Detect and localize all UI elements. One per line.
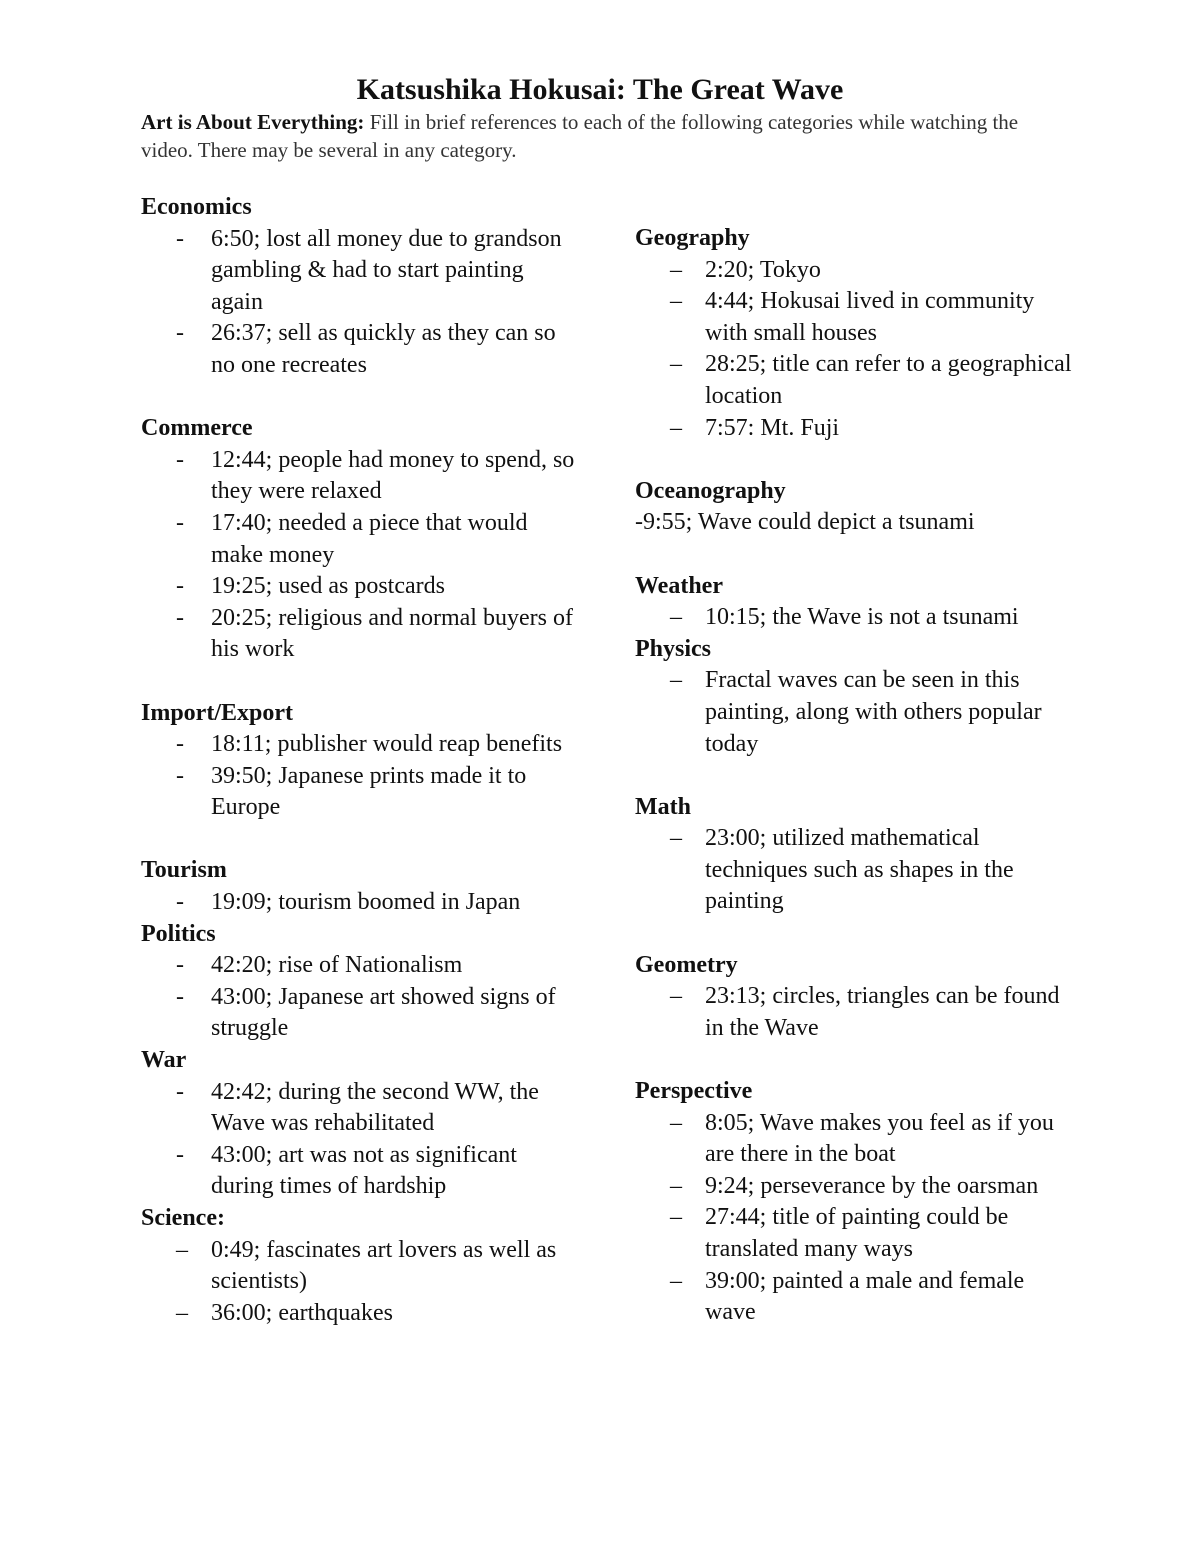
list-item: – 9:24; perseverance by the oarsman bbox=[670, 1172, 1039, 1199]
left-column bbox=[141, 192, 581, 1329]
list-item: - 42:20; rise of Nationalism bbox=[176, 952, 463, 979]
list-item: - 19:09; tourism boomed in Japan bbox=[176, 889, 521, 916]
list-item: – 36:00; earthquakes bbox=[176, 1299, 393, 1326]
instructions-label: Art is About Everything: bbox=[141, 110, 365, 134]
section-economics bbox=[141, 192, 581, 382]
list-item: - 6:50; lost all money due to grandson gambling & had to start painting again bbox=[176, 225, 562, 315]
list-item: – 27:44; title of painting could be translated many ways bbox=[670, 1204, 1009, 1262]
list-item: – 23:00; utilized mathematical techniques such as shapes in the painting bbox=[670, 825, 1014, 915]
list-item: - 43:00; art was not as significant during times of hardship bbox=[176, 1141, 517, 1200]
list-item: - 19:25; used as postcards bbox=[176, 573, 445, 600]
list-item: – 2:20; Tokyo bbox=[670, 256, 821, 283]
section-import-export bbox=[141, 698, 581, 824]
list-item: – 28:25; title can refer to a geographical location bbox=[670, 351, 1072, 409]
section-weather bbox=[635, 571, 1075, 634]
list-item: - 43:00; Japanese art showed signs of struggle bbox=[176, 983, 556, 1042]
list-item: – 7:57: Mt. Fuji bbox=[670, 414, 840, 441]
list-item: – 0:49; fascinates art lovers as well as scientists) bbox=[176, 1236, 557, 1295]
list-item: – 39:00; painted a male and female wave bbox=[670, 1267, 1025, 1326]
list-item: – 23:13; circles, triangles can be found in the Wave bbox=[670, 983, 1060, 1041]
page-title: Katsushika Hokusai: The Great Wave bbox=[356, 73, 844, 106]
heading-geometry: Geometry bbox=[635, 951, 738, 978]
heading-science: Science: bbox=[141, 1205, 225, 1231]
section-geometry bbox=[635, 950, 1075, 1045]
list-item: - 39:50; Japanese prints made it to Europe bbox=[176, 762, 527, 821]
heading-physics: Physics bbox=[635, 635, 712, 662]
section-oceanography bbox=[635, 476, 1075, 539]
heading-politics: Politics bbox=[141, 920, 216, 947]
list-item: - 12:44; people had money to spend, so they were relaxed bbox=[176, 446, 575, 505]
heading-weather: Weather bbox=[635, 572, 723, 599]
list-item: – 8:05; Wave makes you feel as if you are there in the boat bbox=[670, 1109, 1054, 1168]
heading-geography: Geography bbox=[635, 225, 750, 251]
heading-import-export: Import/Export bbox=[141, 699, 293, 726]
heading-economics: Economics bbox=[141, 194, 252, 220]
list-item: – 4:44; Hokusai lived in community with small houses bbox=[670, 288, 1035, 346]
section-tourism bbox=[141, 855, 581, 918]
section-politics bbox=[141, 919, 581, 1045]
list-item: – 10:15; the Wave is not a tsunami bbox=[670, 604, 1019, 631]
heading-war: War bbox=[141, 1047, 187, 1074]
right-column bbox=[635, 223, 1075, 1329]
list-item: - 17:40; needed a piece that would make money bbox=[176, 509, 528, 568]
list-item: - 18:11; publisher would reap benefits bbox=[176, 731, 563, 758]
section-commerce bbox=[141, 413, 581, 666]
section-science bbox=[141, 1203, 581, 1329]
heading-math: Math bbox=[635, 793, 691, 820]
instructions-text: Fill in brief references to each of the following categories while watching the video. There may be several in any category. bbox=[141, 110, 1019, 162]
heading-oceanography: Oceanography bbox=[635, 477, 786, 504]
oceanography-note: -9:55; Wave could depict a tsunami bbox=[635, 509, 975, 536]
section-war bbox=[141, 1045, 581, 1203]
heading-commerce: Commerce bbox=[141, 415, 253, 442]
heading-tourism: Tourism bbox=[141, 857, 227, 884]
heading-perspective: Perspective bbox=[635, 1078, 753, 1105]
list-item: – Fractal waves can be seen in this painting, along with others popular today bbox=[670, 667, 1042, 757]
section-physics bbox=[635, 634, 1075, 760]
section-math bbox=[635, 792, 1075, 918]
instructions bbox=[141, 108, 1041, 164]
list-item: - 26:37; sell as quickly as they can so no one recreates bbox=[176, 320, 556, 378]
section-perspective bbox=[635, 1076, 1075, 1329]
section-geography bbox=[635, 223, 1075, 444]
list-item: - 20:25; religious and normal buyers of his work bbox=[176, 604, 573, 663]
list-item: - 42:42; during the second WW, the Wave was rehabilitated bbox=[176, 1078, 539, 1137]
